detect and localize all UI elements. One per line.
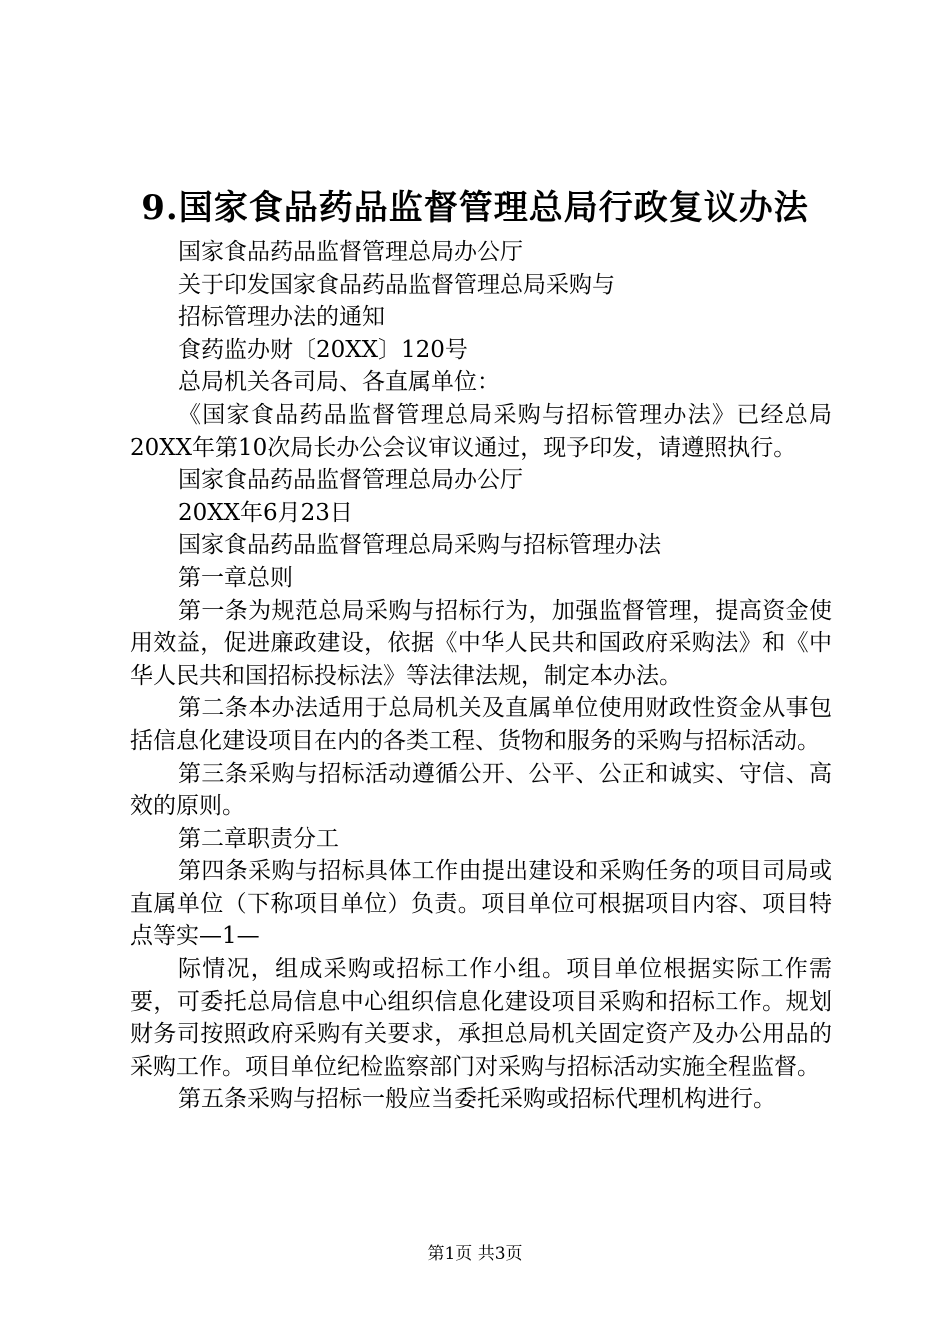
measures-title: 国家食品药品监督管理总局采购与招标管理办法 (178, 532, 661, 559)
addressee-line: 总局机关各司局、各直属单位： (178, 369, 500, 396)
article-3: 第三条采购与招标活动遵循公开、公平、公正和诚实、守信、高效的原则。 (130, 760, 832, 820)
notice-title-line-1: 关于印发国家食品药品监督管理总局采购与 (178, 271, 615, 298)
doc-number-line: 食药监办财〔20XX〕120号 (178, 336, 468, 363)
intro-paragraph: 《国家食品药品监督管理总局采购与招标管理办法》已经总局20XX年第10次局长办公会议审议通过，现予印发，请遵照执行。 (130, 401, 832, 461)
chapter-2-heading: 第二章职责分工 (178, 825, 339, 852)
article-5: 第五条采购与招标一般应当委托采购或招标代理机构进行。 (178, 1086, 776, 1113)
article-4-part-2: 际情况，组成采购或招标工作小组。项目单位根据实际工作需要，可委托总局信息中心组织信息化建设项目采购和招标工作。规划财务司按照政府采购有关要求，承担总局机关固定资产及办公用品的采购工作。项目单位纪检监察部门对采购与招标活动实施全程监督。 (130, 956, 832, 1080)
document-body (130, 236, 832, 1116)
notice-title-line-2: 招标管理办法的通知 (178, 304, 385, 331)
article-1: 第一条为规范总局采购与招标行为，加强监督管理，提高资金使用效益，促进廉政建设，依据《中华人民共和国政府采购法》和《中华人民共和国招标投标法》等法律法规，制定本办法。 (130, 597, 832, 689)
signature-issuer: 国家食品药品监督管理总局办公厅 (178, 467, 523, 494)
chapter-1-heading: 第一章总则 (178, 564, 293, 591)
document-title: 9.国家食品药品监督管理总局行政复议办法 (141, 188, 809, 228)
article-2: 第二条本办法适用于总局机关及直属单位使用财政性资金从事包括信息化建设项目在内的各类工程、货物和服务的采购与招标活动。 (130, 695, 832, 754)
signature-date: 20XX年6月23日 (178, 499, 353, 526)
article-4-part-1: 第四条采购与招标具体工作由提出建设和采购任务的项目司局或直属单位（下称项目单位）负责。项目单位可根据项目内容、项目特点等实—1— (130, 858, 832, 950)
page-footer: 第1页 共3页 (427, 1244, 523, 1264)
issuer-line: 国家食品药品监督管理总局办公厅 (178, 239, 523, 265)
